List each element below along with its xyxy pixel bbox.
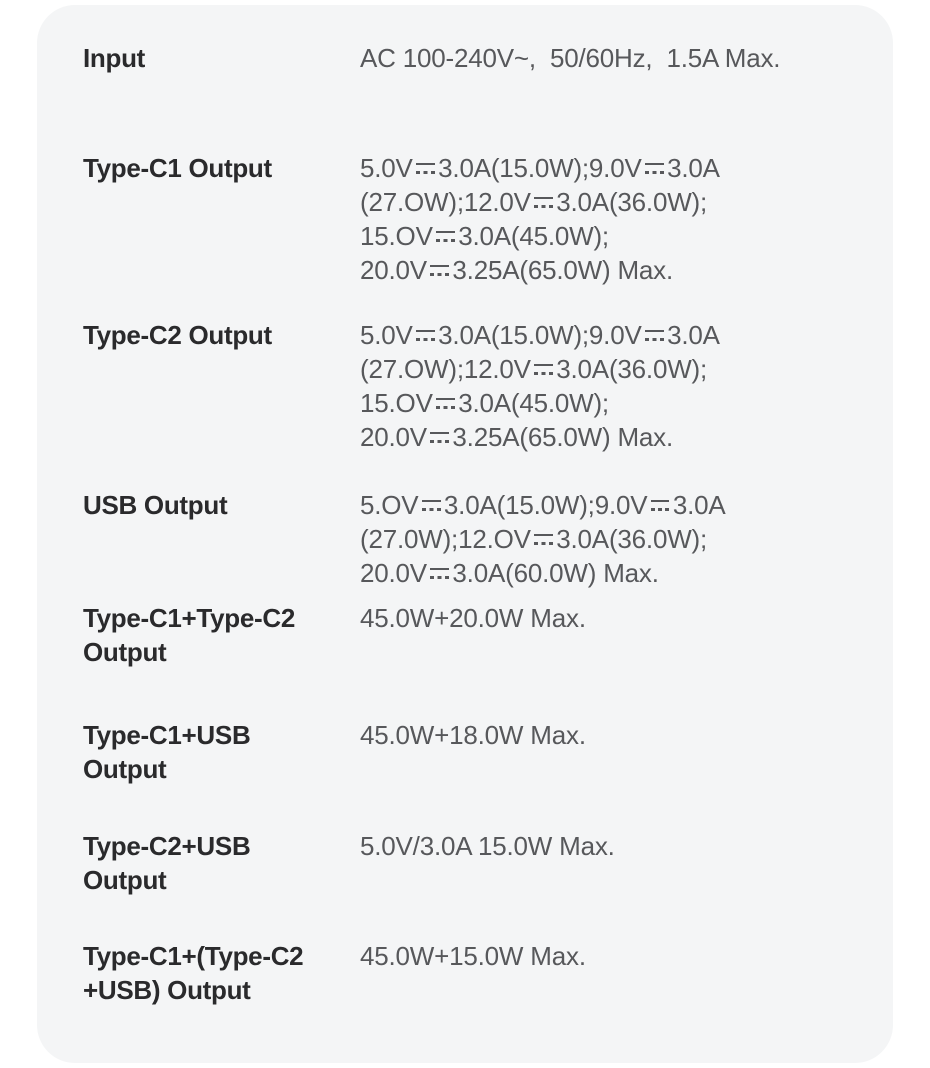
spec-value: 5.OV 3.0A(15.0W);9.0V 3.0A (27.0W);12.OV 3.0A(36.0W); 20.0V 3.0A(60.0W) Max. (360, 490, 726, 588)
dc-icon (651, 500, 670, 511)
dc-icon (645, 330, 664, 341)
spec-label: Type-C2+USB Output (83, 831, 251, 895)
spec-row (83, 718, 857, 786)
spec-value: AC 100-240V~, 50/60Hz, 1.5A Max. (360, 43, 781, 73)
spec-label: Input (83, 43, 146, 73)
spec-label: Type-C1+Type-C2 Output (83, 603, 295, 667)
spec-row (83, 829, 857, 897)
dc-icon (436, 398, 455, 409)
dc-icon (430, 568, 449, 579)
spec-value: 45.0W+15.0W Max. (360, 941, 586, 971)
spec-label: Type-C2 Output (83, 320, 272, 350)
spec-value: 45.0W+18.0W Max. (360, 720, 586, 750)
spec-value: 5.0V/3.0A 15.0W Max. (360, 831, 615, 861)
spec-label: Type-C1+(Type-C2 +USB) Output (83, 941, 304, 1005)
spec-card (37, 5, 893, 1063)
dc-icon (645, 163, 664, 174)
dc-icon (534, 197, 553, 208)
spec-value: 5.0V 3.0A(15.0W);9.0V 3.0A (27.OW);12.0V 3.0A(36.0W); 15.OV 3.0A(45.0W); 20.0V 3.25A(65.0W) Max. (360, 153, 720, 285)
spec-label: Type-C1 Output (83, 153, 272, 183)
spec-row (83, 601, 857, 669)
spec-row (83, 41, 857, 75)
spec-row (83, 488, 857, 590)
dc-icon (534, 364, 553, 375)
spec-label: Type-C1+USB Output (83, 720, 251, 784)
spec-value: 5.0V 3.0A(15.0W);9.0V 3.0A (27.OW);12.0V 3.0A(36.0W); 15.OV 3.0A(45.0W); 20.0V 3.25A(65.0W) Max. (360, 320, 720, 452)
dc-icon (416, 330, 435, 341)
dc-icon (430, 265, 449, 276)
spec-row (83, 939, 857, 1007)
spec-label: USB Output (83, 490, 228, 520)
spec-row (83, 318, 857, 454)
spec-row (83, 151, 857, 287)
dc-icon (416, 163, 435, 174)
spec-value: 45.0W+20.0W Max. (360, 603, 586, 633)
dc-icon (422, 500, 441, 511)
spec-table (83, 41, 857, 1007)
dc-icon (534, 534, 553, 545)
dc-icon (430, 432, 449, 443)
dc-icon (436, 231, 455, 242)
